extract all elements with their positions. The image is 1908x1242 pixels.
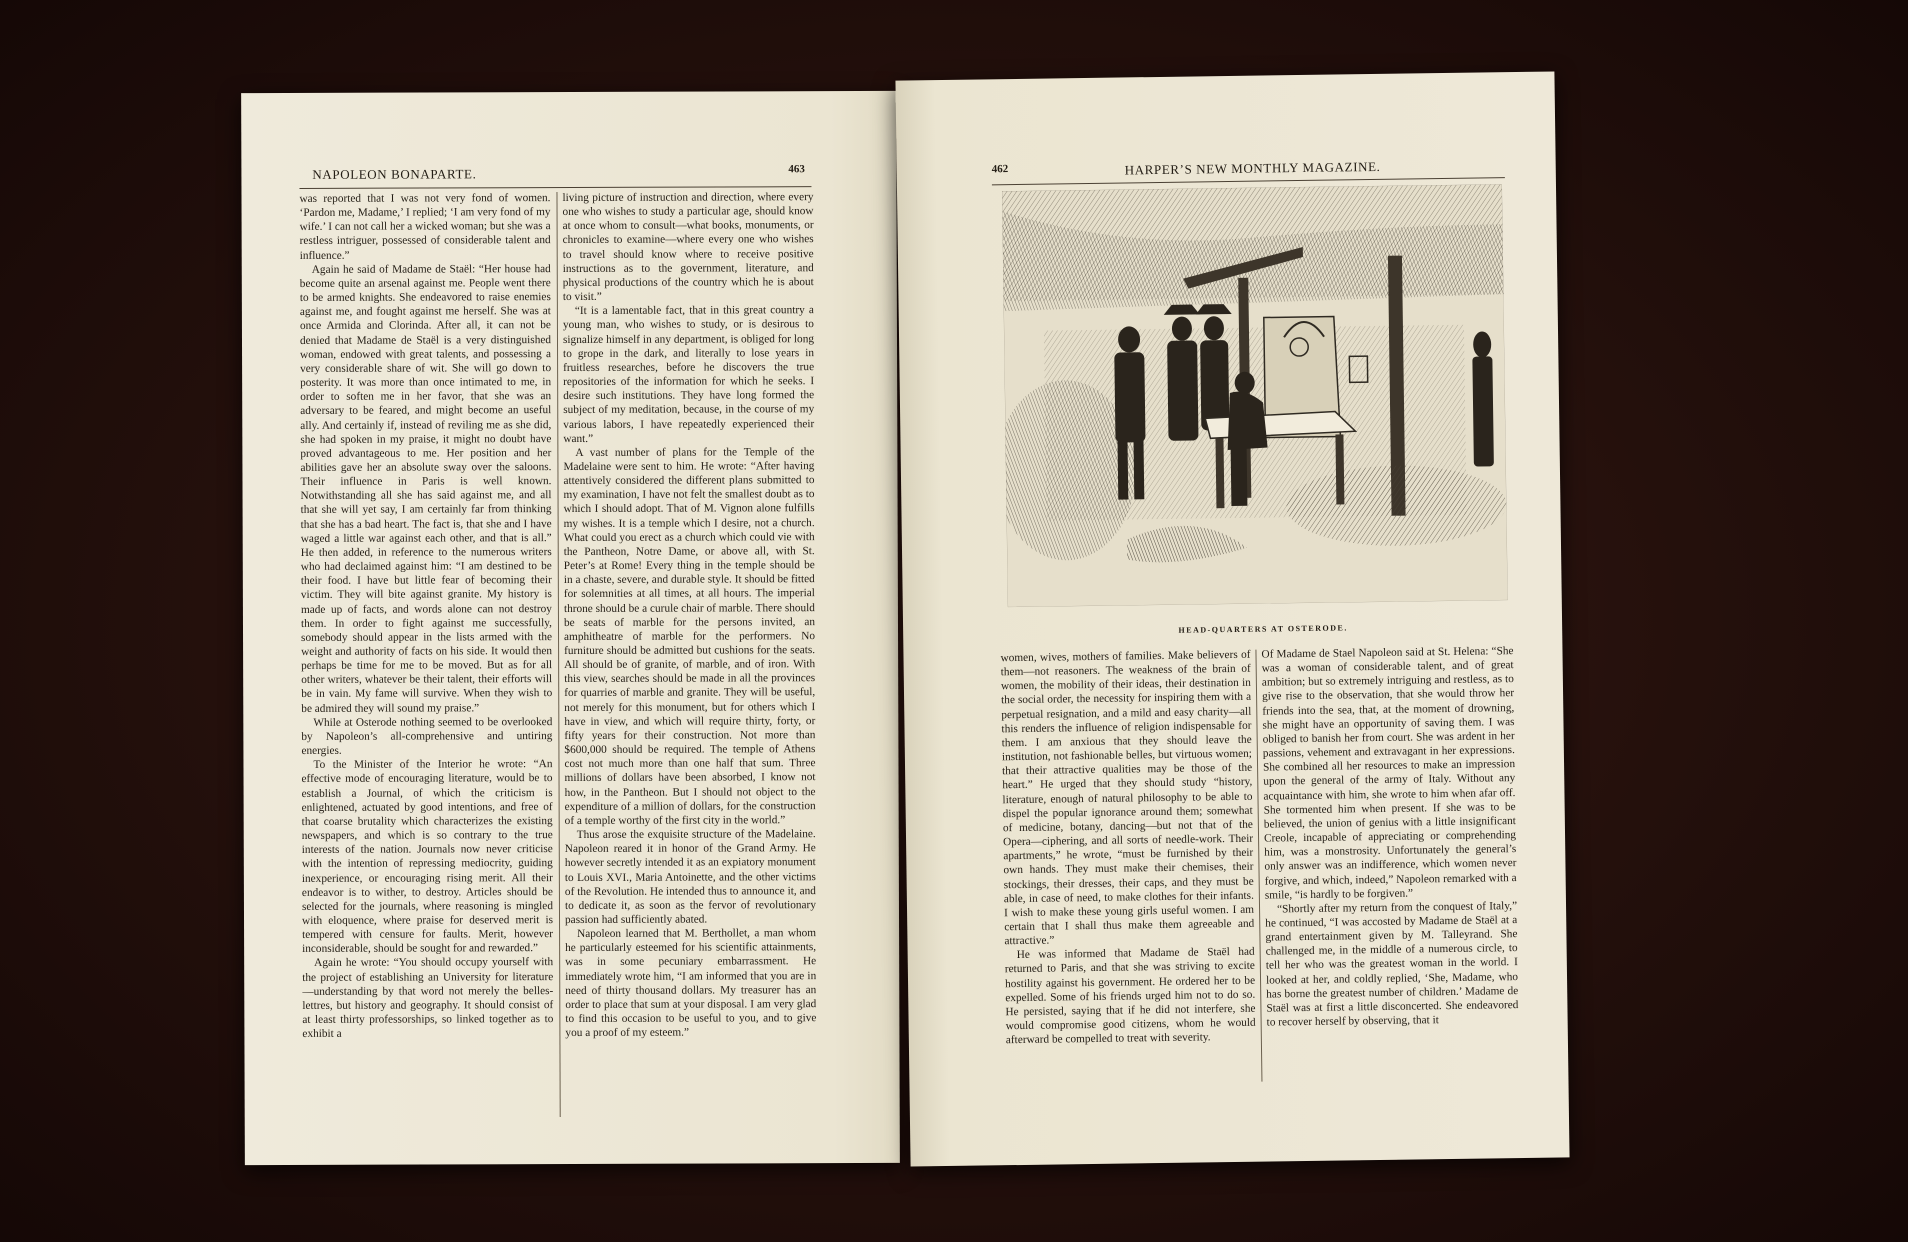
paragraph: “Shortly after my return from the conquest of Italy,” he continued, “I was accosted by Madame de Staël at a grand entertainment given by M. Talleyrand. She challenged me, in the middle of a numerous circle, to tell her who was the greatest woman in the world. I looked at her, and coldly replied, ‘She, Madame, who has borne the greatest number of children.’ Madame de Staël was at first a little disconcerted. She endeavored to recover herself by observing, that it — [1265, 899, 1519, 1029]
running-head-left: NAPOLEON BONAPARTE. — [312, 166, 477, 182]
paragraph: Again he said of Madame de Staël: “Her house had become quite an arsenal against me. People went there to be armed knights. She endeavored to raise enemies against me, and fought against me herself. She was at once Armida and Clorinda. After all, it can not be denied that Madame de Staël is a very distinguished woman, endowed with great talents, and possessing a very considerable share of wit. She will go down to posterity. It was more than once intimated to me, in order to soften me in her favor, that she was an adversary to be feared, and might become an useful ally. And certainly if, instead of reviling me as she did, she had spoken in my praise, it might no doubt have proved advantageous to me. Her position and her abilities gave her an absolute sway over the saloons. Their influence in Paris is well known. Notwithstanding all she has said against me, and all that she will yet say, I am certainly far from thinking that she has a bad heart. The fact is, that she and I have waged a little war against each other, and that is all.” He then added, in reference to the numerous writers who had declaimed against him: “I am destined to be their food. I have but little fear of becoming their victim. They will bite against granite. My history is made up of facts, and words alone can not destroy them. In order to fight against me successfully, somebody should appear in the lists armed with the weight and authority of facts on his side. It would then perhaps be time for me to be moved. But as for all other writers, whatever be their talent, their efforts will be in vain. My fame will survive. When they wish to be admired they will sound my praise.” — [299, 262, 553, 715]
paragraph: While at Osterode nothing seemed to be overlooked by Napoleon’s all-comprehensive and untiring energies. — [301, 715, 553, 758]
paragraph: Again he wrote: “You should occupy yourself with the project of establishing an University for literature—understanding by that word not merely the belles-lettres, but history and geography. It should consist of at least thirty professorships, so linked together as to exhibit a — [302, 956, 554, 1041]
paragraph: A vast number of plans for the Temple of the Madelaine were sent to him. He wrote: “After having attentively considered the different plans submitted to my examination, I have not felt the smallest doubt as to which I should adopt. That of M. Vignon alone fulfills my wishes. It is a temple which I desire, not a church. What could you erect as a church which could vie with the Pantheon, Notre Dame, or above all, with St. Peter’s at Rome! Every thing in the temple should be in a chaste, severe, and durable style. It should be fitted for solemnities at all times, at all hours. The imperial throne should be a curule chair of marble. There should be seats of marble for the persons invited, an amphitheatre of marble for the performers. No furniture should be admitted but cushions for the seats. All should be of granite, of marble, and of iron. With this view, searches should be made in all the provinces for quarries of marble and granite. They will be useful, not merely for this monument, but for others which I have in view, and which will require thirty, forty, or fifty years for their construction. Not more than $600,000 should be required. The temple of Athens cost not much more than one half that sum. Three millions of dollars have been absorbed, I know not how, in the Pantheon. But I should not object to the expenditure of a million of dollars, for the construction of a temple worthy of the first city in the world.” — [563, 445, 816, 827]
paragraph: was reported that I was not very fond of women. ‘Pardon me, Madame,’ I replied; ‘I am very fond of my wife.’ I can not call her a wicked woman; but she was a restless intriguer, possessed of considerable talent and influence.” — [299, 192, 551, 262]
paragraph: He was informed that Madame de Staël had returned to Paris, and that she was striving to excite hostility against his government. He ordered her to be expelled. Some of his friends urged him not to do so. He persisted, saying that if he did not interfere, she would compromise good citizens, whom he would afterward be compelled to treat with severity. — [1004, 946, 1256, 1047]
left-column-2 — [562, 190, 816, 1121]
engraving-illustration — [1002, 184, 1508, 607]
paragraph: Thus arose the exquisite structure of the Madelaine. Napoleon reared it in honor of the Grand Army. He however secretly intended it as an expiatory monument to Louis XVI., Maria Antoinette, and the other victims of the Revolution. He intended thus to announce it, and to dedicate it, as soon as the fervor of revolutionary passion had sufficiently abated. — [564, 828, 816, 926]
left-page — [241, 91, 900, 1165]
right-page — [895, 71, 1569, 1166]
page-number-left: 463 — [788, 163, 805, 176]
left-column-1 — [299, 191, 553, 1122]
paragraph: To the Minister of the Interior he wrote: “An effective mode of encouraging literature, would be to establish a Journal, of which the criticism is enlightened, actuated by good intentions, and free of that coarse brutality which characterizes the existing newspapers, and which is so contrary to the true interests of the nation. Journals now never criticise with the intention of repressing mediocrity, guiding inexperience, or encouraging rising merit. All their endeavor is to wither, to destroy. Articles should be selected for the journals, where reasoning is mingled with eloquence, where praise for deserved merit is tempered with censure for faults. Merit, however inconsiderable, should be sought for and rewarded.” — [301, 758, 554, 956]
illustration-caption: HEAD-QUARTERS AT OSTERODE. — [1178, 623, 1348, 635]
paragraph: Of Madame de Stael Napoleon said at St. Helena: “She was a woman of considerable talent, and of great ambition; but so extremely intriguing and restless, as to give rise to the observation, that she would throw her friends into the sea, that, at the moment of drowning, she might have an opportunity of saving them. I was obliged to banish her from court. She was ardent in her passions, vehement and extravagant in her expressions. She combined all her resources to make an impression upon the general of the army of Italy. Without any acquaintance with him, she wrote to him when afar off. She tormented him when present. If she was to be believed, the union of genius with a little insignificant Creole, incapable of appreciating or comprehending him, was a monstrosity. Unfortunately the general’s only answer was an indifference, which women never forgive, and which, indeed,” Napoleon remarked with a smile, “is hardly to be forgiven.” — [1261, 645, 1517, 902]
page-number-right: 462 — [991, 163, 1009, 176]
header-rule — [299, 186, 811, 189]
column-divider — [556, 192, 560, 1117]
header-rule — [992, 177, 1505, 185]
running-head-right: HARPER’S NEW MONTHLY MAGAZINE. — [1124, 158, 1381, 178]
paragraph: Napoleon learned that M. Berthollet, a man whom he particularly esteemed for his scientific attainments, was in some pecuniary embarrassment. He immediately wrote him, “I am informed that you are in need of thirty thousand dollars. My treasurer has an order to place that sum at your disposal. I am very glad to find this occasion to be useful to you, and to give you a proof of my esteem.” — [565, 927, 817, 1040]
paragraph: women, wives, mothers of families. Make believers of them—not reasoners. The weakness of the brain of women, the mobility of their ideas, their destination in the social order, the necessity for inspiring them with a perpetual resignation, and a mild and easy charity—all this renders the influence of religion indispensable for them. I am anxious that they should leave the institution, not fashionable belles, but virtuous women; that their attractive qualities may be those of the heart.” He urged that they should study “history, literature, enough of natural philosophy to be able to dispel the popular ignorance around them; somewhat of medicine, botany, dancing—but not that of the Opera—ciphering, and all sorts of needle-work. Their apartments,” he wrote, “must be furnished by their own hands. They must make their chemises, their stockings, their dresses, their caps, and they must be able, in case of need, to make clothes for their infants. I wish to make these young girls useful women. I am certain that I shall thus make them agreeable and attractive.” — [1000, 648, 1255, 948]
right-column-2 — [1261, 644, 1519, 1087]
paragraph: living picture of instruction and direction, where every one who wishes to study a particular age, should know at once whom to consult—what books, monuments, or chronicles to examine—where every one who wishes to travel should know where to receive positive instructions as to the government, literature, and physical productions of the country which he is about to visit.” — [562, 191, 814, 304]
right-column-1 — [1000, 648, 1256, 1091]
paragraph: “It is a lamentable fact, that in this great country a young man, who wishes to study, or is desirous to signalize himself in any department, is obliged for long to grope in the dark, and literally to lose years in fruitless researches, before he discovers the true repositories of the information for which he seeks. I desire such institutions. They have long formed the subject of my meditation, because, in the course of my various labors, I have repeatedly experienced their want.” — [562, 304, 815, 445]
